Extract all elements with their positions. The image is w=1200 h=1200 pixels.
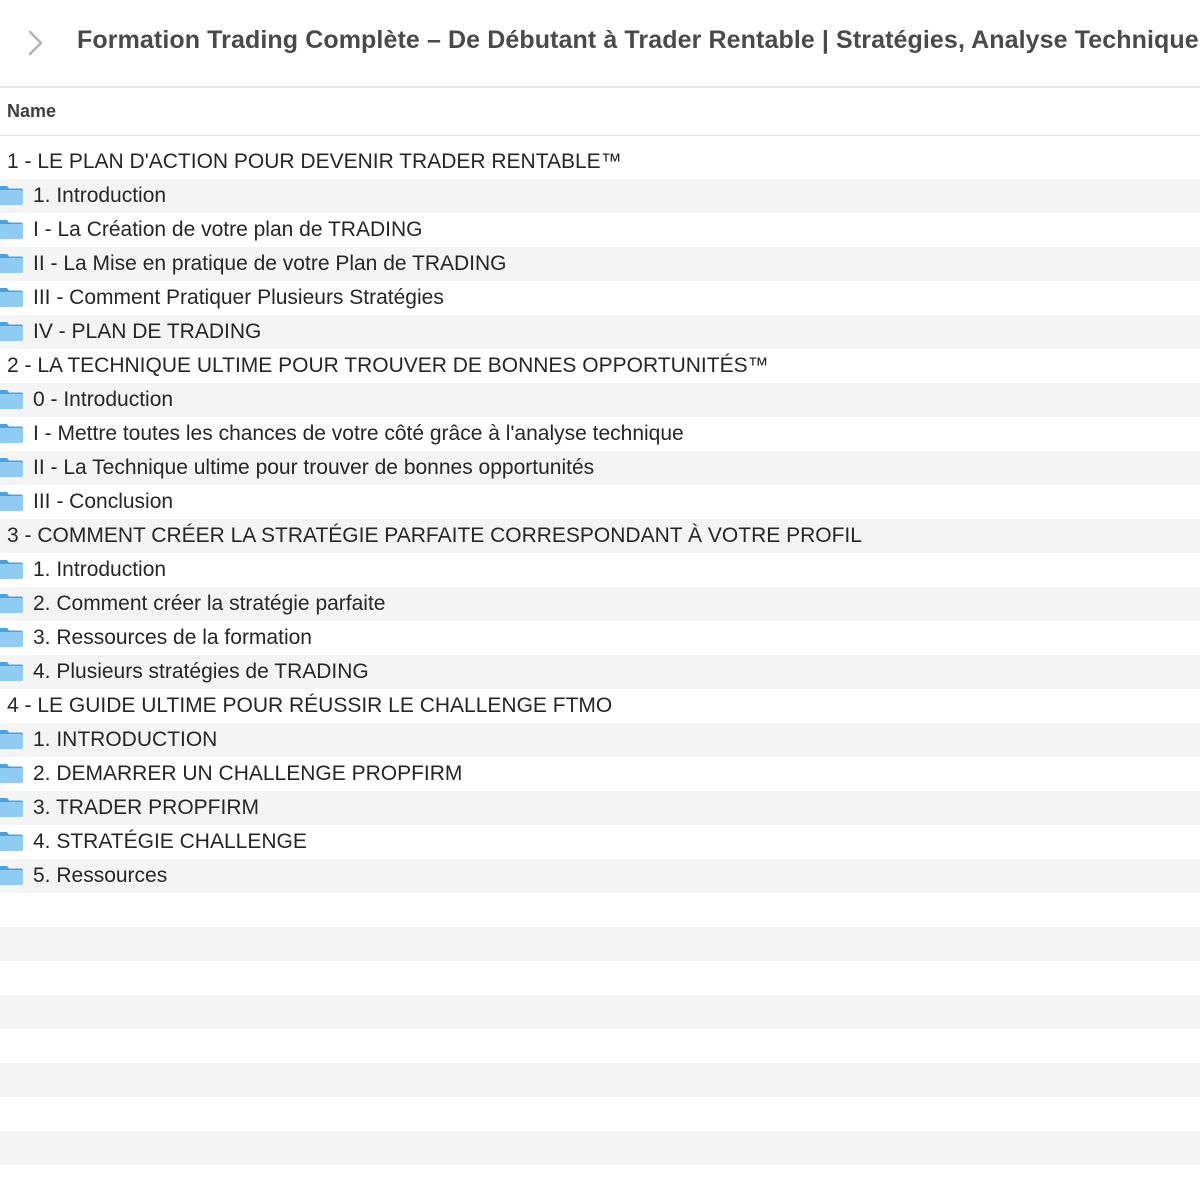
folder-row[interactable] <box>0 451 1200 485</box>
section-row[interactable] <box>0 519 1200 553</box>
folder-name: 4. Plusieurs stratégies de TRADING <box>33 660 369 683</box>
folder-name: 0 - Introduction <box>33 388 174 411</box>
section-row[interactable] <box>0 689 1200 723</box>
folder-icon <box>0 320 24 342</box>
folder-row[interactable] <box>0 247 1200 281</box>
empty-list-area <box>0 893 1200 1199</box>
empty-row <box>0 1097 1200 1131</box>
folder-name: 5. Ressources <box>33 864 168 887</box>
folder-name: 1. Introduction <box>33 184 167 207</box>
folder-row[interactable] <box>0 757 1200 791</box>
empty-row <box>0 893 1200 927</box>
folder-icon <box>0 660 24 682</box>
empty-row <box>0 1131 1200 1165</box>
column-header <box>0 88 1200 136</box>
folder-name: III - Comment Pratiquer Plusieurs Stratégies <box>33 286 444 309</box>
folder-row[interactable] <box>0 587 1200 621</box>
section-row[interactable] <box>0 145 1200 179</box>
empty-row <box>0 1063 1200 1097</box>
folder-name: IV - PLAN DE TRADING <box>33 320 262 343</box>
folder-row[interactable] <box>0 553 1200 587</box>
folder-name: 2. Comment créer la stratégie parfaite <box>33 592 386 615</box>
folder-icon <box>0 728 24 750</box>
folder-name: 3. Ressources de la formation <box>33 626 312 649</box>
empty-row <box>0 1165 1200 1199</box>
folder-icon <box>0 830 24 852</box>
section-row[interactable] <box>0 349 1200 383</box>
folder-icon <box>0 456 24 478</box>
section-label: 4 - LE GUIDE ULTIME POUR RÉUSSIR LE CHALLENGE FTMO <box>7 694 613 717</box>
folder-icon <box>0 592 24 614</box>
folder-name: II - La Technique ultime pour trouver de bonnes opportunités <box>33 456 595 479</box>
folder-icon <box>0 252 24 274</box>
folder-row[interactable] <box>0 723 1200 757</box>
folder-name: II - La Mise en pratique de votre Plan de TRADING <box>33 252 507 275</box>
folder-row[interactable] <box>0 859 1200 893</box>
window-title: Formation Trading Complète – De Débutant à Trader Rentable | Stratégies, Analyse Technique <box>77 26 1199 54</box>
folder-name: I - La Création de votre plan de TRADING <box>33 218 423 241</box>
folder-row[interactable] <box>0 315 1200 349</box>
section-label: 1 - LE PLAN D'ACTION POUR DEVENIR TRADER RENTABLE™ <box>7 150 622 173</box>
folder-icon <box>0 796 24 818</box>
section-label: 3 - COMMENT CRÉER LA STRATÉGIE PARFAITE CORRESPONDANT À VOTRE PROFIL <box>7 524 862 547</box>
folder-row[interactable] <box>0 485 1200 519</box>
folder-row[interactable] <box>0 213 1200 247</box>
folder-name: 1. Introduction <box>33 558 167 581</box>
folder-name: 1. INTRODUCTION <box>33 728 218 751</box>
section-label: 2 - LA TECHNIQUE ULTIME POUR TROUVER DE BONNES OPPORTUNITÉS™ <box>7 354 769 377</box>
folder-icon <box>0 558 24 580</box>
empty-row <box>0 961 1200 995</box>
folder-row[interactable] <box>0 417 1200 451</box>
folder-row[interactable] <box>0 383 1200 417</box>
folder-row[interactable] <box>0 281 1200 315</box>
title-bar <box>0 0 1200 88</box>
folder-icon <box>0 422 24 444</box>
empty-row <box>0 927 1200 961</box>
folder-icon <box>0 218 24 240</box>
folder-name: 2. DEMARRER UN CHALLENGE PROPFIRM <box>33 762 463 785</box>
folder-row[interactable] <box>0 179 1200 213</box>
folder-row[interactable] <box>0 825 1200 859</box>
folder-icon <box>0 762 24 784</box>
name-column-header[interactable]: Name <box>7 101 57 121</box>
folder-icon <box>0 490 24 512</box>
folder-name: 4. STRATÉGIE CHALLENGE <box>33 830 307 853</box>
chevron-right-icon[interactable] <box>24 28 46 58</box>
folder-row[interactable] <box>0 655 1200 689</box>
folder-row[interactable] <box>0 791 1200 825</box>
folder-name: III - Conclusion <box>33 490 174 513</box>
file-list <box>0 145 1200 893</box>
folder-name: I - Mettre toutes les chances de votre côté grâce à l'analyse technique <box>33 422 684 445</box>
folder-row[interactable] <box>0 621 1200 655</box>
empty-row <box>0 1029 1200 1063</box>
folder-icon <box>0 864 24 886</box>
folder-icon <box>0 626 24 648</box>
folder-icon <box>0 286 24 308</box>
empty-row <box>0 995 1200 1029</box>
folder-name: 3. TRADER PROPFIRM <box>33 796 259 819</box>
folder-icon <box>0 184 24 206</box>
folder-icon <box>0 388 24 410</box>
